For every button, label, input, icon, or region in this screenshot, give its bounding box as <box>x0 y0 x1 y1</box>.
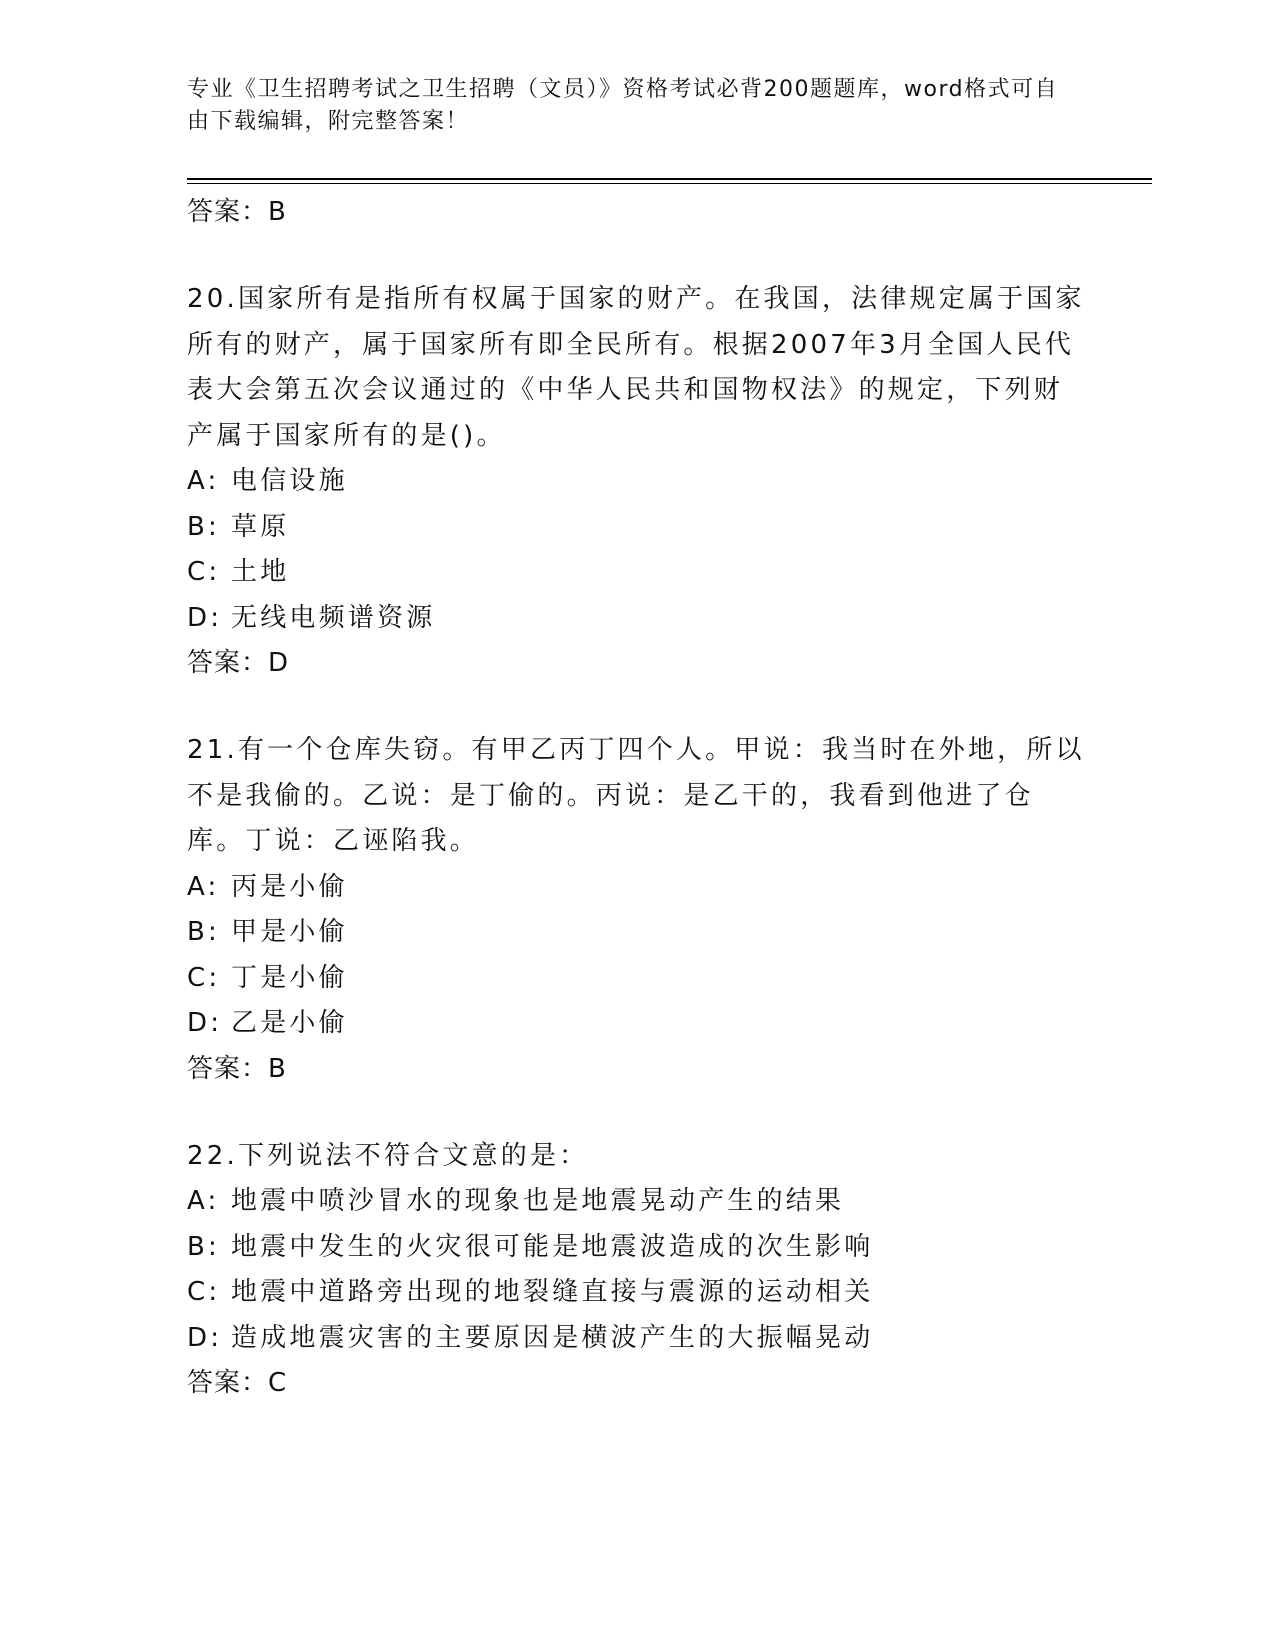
option-text: 无线电频谱资源 <box>231 602 436 633</box>
option-label: B: <box>187 511 220 542</box>
option-text: 造成地震灾害的主要原因是横波产生的大振幅晃动 <box>231 1322 874 1353</box>
option-label: A: <box>187 871 220 902</box>
question-stem: 20.国家所有是指所有权属于国家的财产。在我国，法律规定属于国家所有的财产，属于国家所有即全民所有。根据2007年3月全国人民代表大会第五次会议通过的《中华人民共和国物权法》的规定，下列财产属于国家所有的是()。 <box>187 284 1085 451</box>
answer-line: 答案：B <box>187 1053 287 1084</box>
option-label: D: <box>187 602 223 633</box>
option-c <box>187 1270 1087 1316</box>
option-label: B: <box>187 917 220 947</box>
question-stem: 22.下列说法不符合文意的是： <box>187 1140 589 1171</box>
option-label: A: <box>187 1186 220 1216</box>
option-text: 乙是小偷 <box>231 1008 348 1038</box>
option-text: 地震中发生的火灾很可能是地震波造成的次生影响 <box>231 1231 874 1262</box>
option-a <box>187 865 1087 911</box>
option-text: 地震中道路旁出现的地裂缝直接与震源的运动相关 <box>231 1277 874 1307</box>
option-text: 土地 <box>231 557 290 587</box>
answer-line: 答案：C <box>187 1368 288 1398</box>
option-d <box>187 1001 1087 1047</box>
answer-line: 答案：D <box>187 648 290 678</box>
header-divider-thin <box>187 183 1152 184</box>
question-stem: 21.有一个仓库失窃。有甲乙丙丁四个人。甲说：我当时在外地，所以不是我偷的。乙说：是丁偷的。丙说：是乙干的，我看到他进了仓库。丁说：乙诬陷我。 <box>187 735 1085 856</box>
option-a <box>187 459 1087 505</box>
option-a <box>187 1179 1087 1225</box>
option-b <box>187 505 1087 551</box>
option-text: 丁是小偷 <box>231 962 348 993</box>
option-label: A: <box>187 466 220 496</box>
option-label: D: <box>187 1008 223 1038</box>
answer-line: 答案：B <box>187 197 287 227</box>
option-b <box>187 1225 1087 1271</box>
option-text: 地震中喷沙冒水的现象也是地震晃动产生的结果 <box>231 1186 845 1216</box>
page-header: 专业《卫生招聘考试之卫生招聘（文员）》资格考试必背200题题库，word格式可自由下载编辑，附完整答案！ <box>187 77 1059 134</box>
option-c <box>187 956 1087 1002</box>
header-divider <box>187 178 1152 180</box>
question-20 <box>187 277 1087 685</box>
option-b <box>187 910 1087 956</box>
option-text: 丙是小偷 <box>231 871 348 902</box>
question-22 <box>187 1134 1087 1406</box>
option-text: 甲是小偷 <box>231 917 348 947</box>
option-d <box>187 1316 1087 1362</box>
document-body <box>187 185 1087 1405</box>
option-label: D: <box>187 1322 223 1353</box>
option-text: 草原 <box>231 511 290 542</box>
option-d <box>187 596 1087 642</box>
option-label: B: <box>187 1231 220 1262</box>
option-label: C: <box>187 1277 221 1307</box>
question-21 <box>187 728 1087 1091</box>
option-label: C: <box>187 962 221 993</box>
option-label: C: <box>187 557 221 587</box>
option-text: 电信设施 <box>231 466 348 496</box>
option-c <box>187 550 1087 596</box>
